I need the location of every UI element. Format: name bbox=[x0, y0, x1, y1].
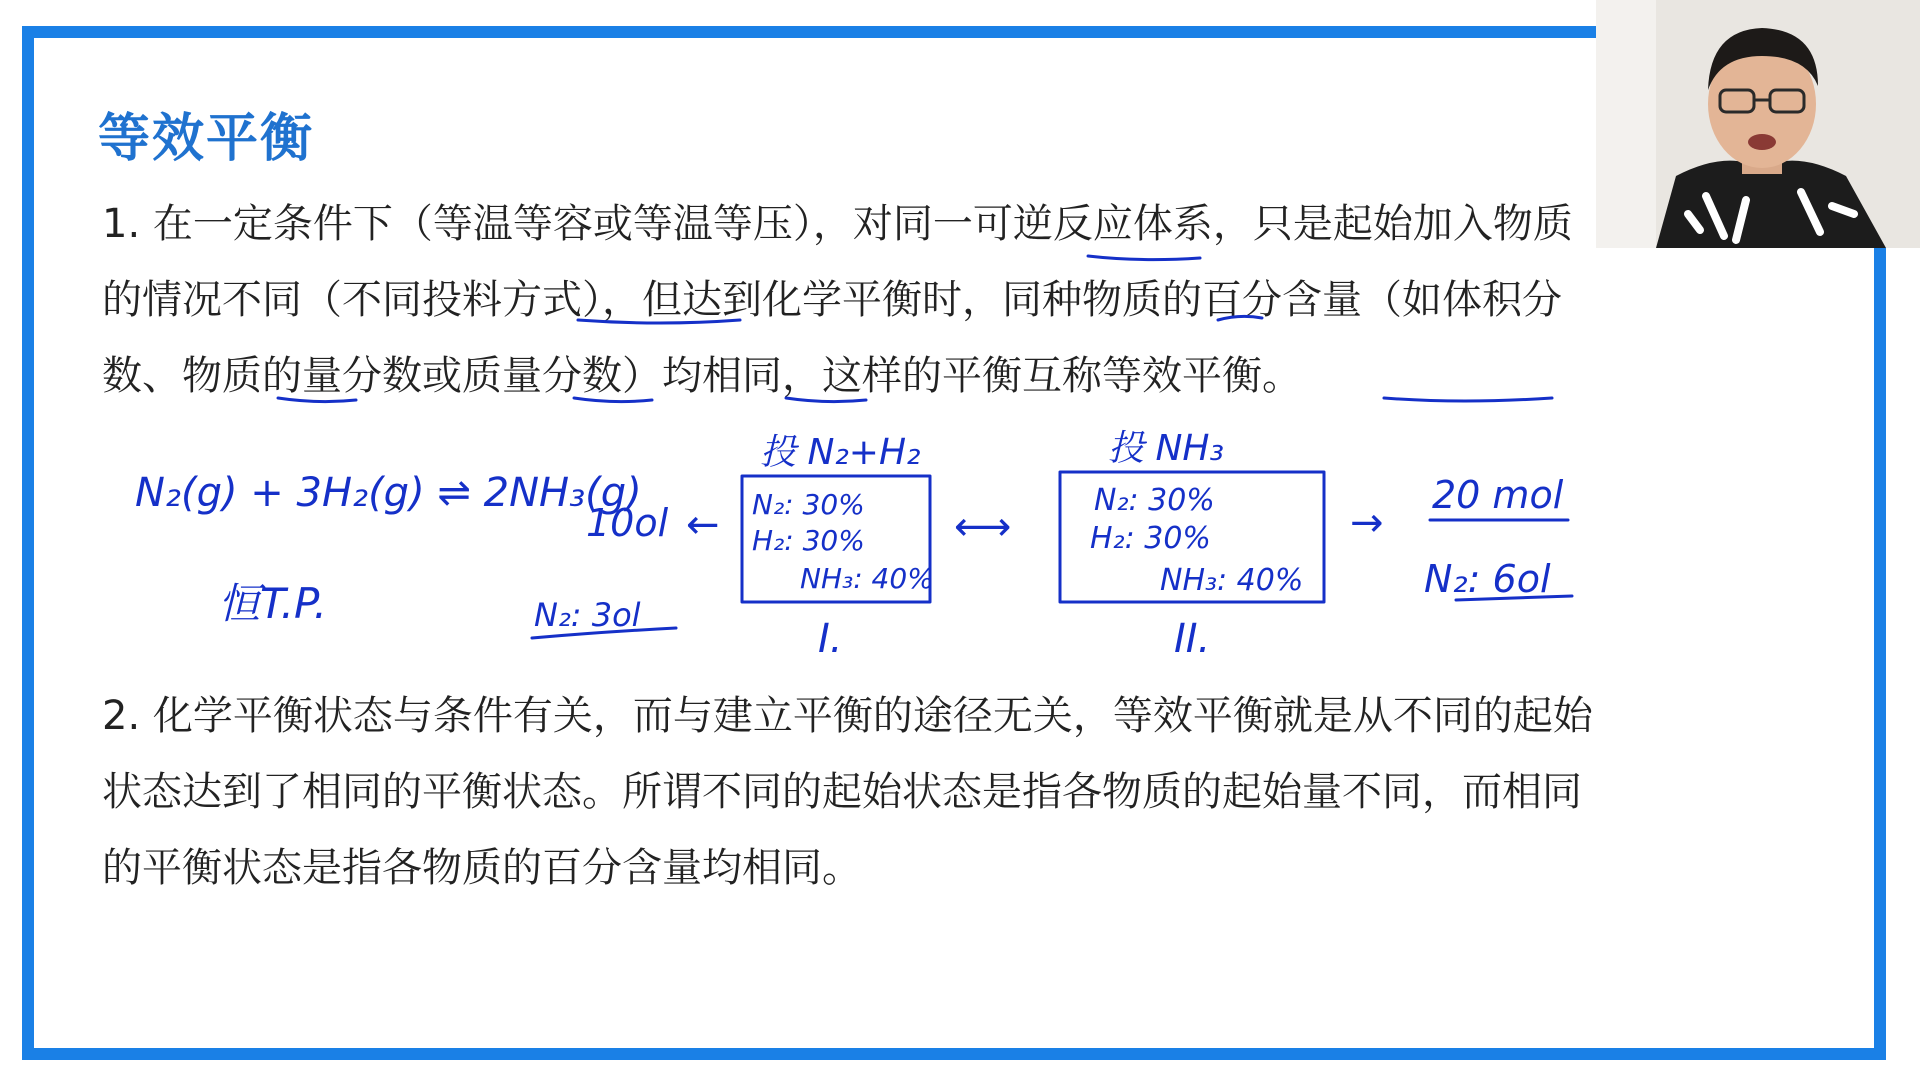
box1-roman: I. bbox=[818, 616, 843, 662]
paragraph-explanation: 2. 化学平衡状态与条件有关，而与建立平衡的途径无关，等效平衡就是从不同的起始状态达到了相同的平衡状态。所谓不同的起始状态是指各物质的起始量不同，而相同的平衡状态是指各物质的百分含量均相同。 bbox=[102, 693, 1593, 891]
box2-n2: N₂: 30% bbox=[1094, 483, 1215, 518]
box2-h2: H₂: 30% bbox=[1090, 521, 1211, 556]
reaction-equation: N₂(g) + 3H₂(g) ⇌ 2NH₃(g) bbox=[135, 470, 642, 516]
box1-nh3: NH₃: 40% bbox=[800, 562, 934, 595]
box2-label: 投 NH₃ bbox=[1108, 428, 1224, 469]
right-n2-amount: N₂: 6ol bbox=[1424, 557, 1551, 601]
right-total-amount: 20 mol bbox=[1432, 473, 1564, 517]
box2-nh3: NH₃: 40% bbox=[1160, 563, 1304, 598]
slide-title: 等效平衡 bbox=[98, 109, 315, 169]
paragraph-definition: 1. 在一定条件下（等温等容或等温等压），对同一可逆反应体系，只是起始加入物质的情况不同（不同投料方式），但达到化学平衡时，同种物质的百分含量（如体积分数、物质的量分数或质量分数）均相同，这样的平衡互称等效平衡。 bbox=[102, 201, 1573, 399]
presenter-video-feed-icon bbox=[1596, 0, 1920, 248]
arrow-left: ← bbox=[686, 502, 720, 548]
box2-roman: II. bbox=[1174, 616, 1211, 662]
left-n2-amount: N₂: 3ol bbox=[534, 596, 641, 634]
condition-const-tp: 恒T.P. bbox=[218, 579, 327, 628]
box1-label: 投 N₂+H₂ bbox=[760, 432, 921, 473]
box1-h2: H₂: 30% bbox=[752, 524, 865, 557]
arrow-both: ⟷ bbox=[954, 504, 1012, 550]
box1-n2: N₂: 30% bbox=[752, 488, 865, 521]
presenter-webcam bbox=[1596, 0, 1920, 248]
left-total-amount: 10ol bbox=[586, 501, 669, 545]
arrow-right: → bbox=[1350, 500, 1384, 546]
